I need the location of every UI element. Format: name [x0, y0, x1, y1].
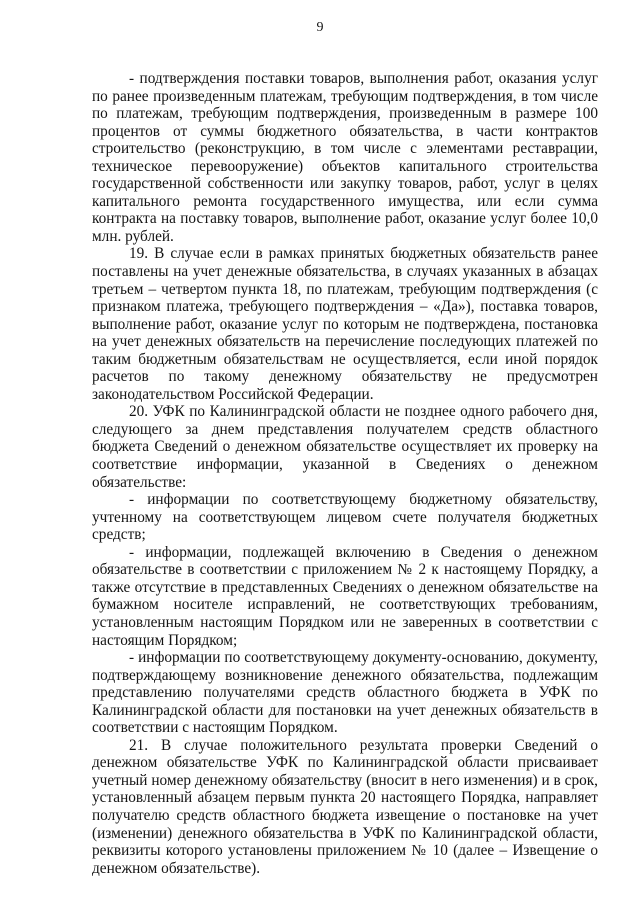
paragraph-confirmation-supply: - подтверждения поставки товаров, выполнения работ, оказания услуг по ранее произведенным платежам, требующим подтверждения, в том числе по платежам, требующим подтверждения, произведенным в размере 100 процентов от суммы бюджетного обязательства, в части контрактов строительство (реконструкцию, в том числе с элементами реставрации, техническое перевооружение) объектов капитального строительства государственной собственности или закупку товаров, работ, услуг в целях капитального ремонта государственного имущества, или если сумма контракта на поставку товаров, выполнение работ, оказание услуг более 10,0 млн. рублей.: [92, 70, 598, 245]
paragraph-clause-20: 20. УФК по Калининградской области не позднее одного рабочего дня, следующего за днем представления получателем средств областного бюджета Сведений о денежном обязательстве осуществляет их проверку на соответствие информации, указанной в Сведениях о денежном обязательстве:: [92, 403, 598, 491]
document-body: [92, 70, 598, 877]
paragraph-clause-21: 21. В случае положительного результата проверки Сведений о денежном обязательстве УФК по Калининградской области присваивает учетный номер денежному обязательству (вносит в него изменения) и в срок, установленный абзацем первым пункта 20 настоящего Порядка, направляет получателю средств областного бюджета извещение о постановке на учет (изменении) денежного обязательства в УФК по Калининградской области, реквизиты которого установлены приложением № 10 (далее – Извещение о денежном обязательстве).: [92, 736, 598, 877]
page-number: 9: [316, 20, 324, 35]
paragraph-clause-19: 19. В случае если в рамках принятых бюджетных обязательств ранее поставлены на учет денежные обязательства, в случаях указанных в абзацах третьем – четвертом пункта 18, по платежам, требующим подтверждения (с признаком платежа, требующего подтверждения – «Да»), поставка товаров, выполнение работ, оказание услуг по которым не подтверждена, постановка на учет денежных обязательств на перечисление последующих платежей по таким бюджетным обязательствам не осуществляется, если иной порядок расчетов по такому денежному обязательству не предусмотрен законодательством Российской Федерации.: [92, 245, 598, 403]
paragraph-appendix-2-info: - информации, подлежащей включению в Сведения о денежном обязательстве в соответствии с приложением № 2 к настоящему Порядку, а также отсутствие в представленных Сведениях о денежном обязательстве на бумажном носителе исправлений, не соответствующих требованиям, установленным настоящим Порядком или не заверенных в соответствии с настоящим Порядком;: [92, 543, 598, 649]
paragraph-budget-obligation-info: - информации по соответствующему бюджетному обязательству, учтенному на соответствующем лицевом счете получателя бюджетных средств;: [92, 491, 598, 544]
paragraph-basis-document-info: - информации по соответствующему документу-основанию, документу, подтверждающему возникновение денежного обязательства, подлежащим представлению получателями средств областного бюджета в УФК по Калининградской области для постановки на учет денежных обязательств в соответствии с настоящим Порядком.: [92, 649, 598, 737]
